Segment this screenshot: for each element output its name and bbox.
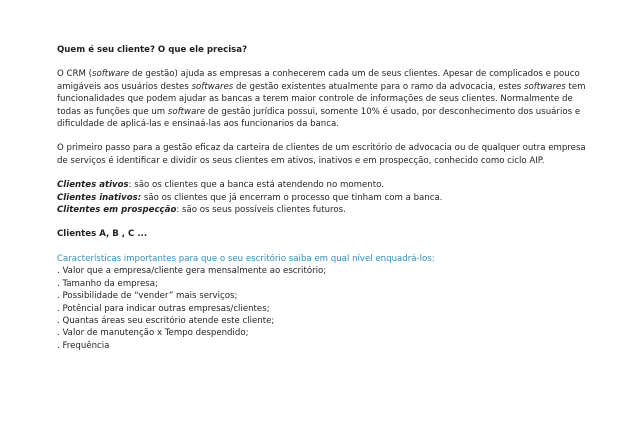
definition-term: Clientes inativos: (57, 192, 142, 203)
characteristics-intro: Características importantes para que o seu escritório saiba em qual nível enquadrá-los: (57, 253, 435, 264)
definition-item (57, 204, 597, 216)
definition-text: são os clientes que já encerram o processo que tinham com a banca. (141, 192, 443, 203)
characteristics-list (57, 265, 597, 352)
text-run: de gestão existentes atualmente para o ramo da advocacia, estes (233, 81, 525, 92)
section-title: Quem é seu cliente? O que ele precisa? (57, 45, 248, 55)
text-run: de gestão jurídica possui, somente 10% é usado, por desconhecimento dos usuários e dificuldade de aplicá-las e ensinaá-las aos funcionarios da banca. (57, 106, 581, 130)
aip-paragraph: O primeiro passo para a gestão eficaz da carteira de clientes de um escritório de advocacia ou de qualquer outra empresa de serviços é identificar e dividir os seus clientes em ativos, inativos e em prospecção, conhecido como ciclo AIP. (57, 143, 586, 166)
list-item: . Tamanho da empresa; (57, 278, 158, 289)
subsection-heading: Clientes A, B , C ... (57, 229, 148, 240)
list-item: . Quantas áreas seu escritório atende este cliente; (57, 315, 275, 326)
text-run: tem funcionalidades que podem ajudar as bancas a terem maior controle de informações de seus clientes. Normalmente de todas as funções que um (57, 81, 586, 117)
italic-term: softwares (524, 81, 566, 92)
definition-term: Clientes ativos (57, 180, 129, 191)
list-item: . Frequência (57, 340, 110, 351)
list-item: . Valor de manutenção x Tempo despendido; (57, 328, 249, 339)
definition-item (57, 192, 597, 204)
document-content (57, 44, 597, 352)
text-run: O CRM ( (57, 69, 92, 80)
crm-paragraph (57, 68, 597, 130)
text-run: de gestão) ajuda as empresas a conhecerem cada um de seus clientes. Apesar de complicados e pouco amigáveis aos usuários destes (57, 69, 580, 92)
list-item: . Potêncial para indicar outras empresas/clientes; (57, 303, 270, 314)
definition-text: : são os seus possíveis clientes futuros. (176, 205, 346, 216)
definitions-list (57, 179, 597, 216)
definition-term: Clitentes em prospecção (57, 205, 177, 216)
definition-text: : são os clientes que a banca está atendendo no momento. (128, 180, 384, 191)
definition-item (57, 179, 597, 191)
list-item: . Possibilidade de “vender” mais serviços; (57, 291, 238, 302)
list-item: . Valor que a empresa/cliente gera mensalmente ao escritório; (57, 266, 327, 277)
italic-term: softwares (191, 81, 234, 92)
italic-term: software (91, 69, 130, 80)
italic-term: software (167, 106, 206, 117)
